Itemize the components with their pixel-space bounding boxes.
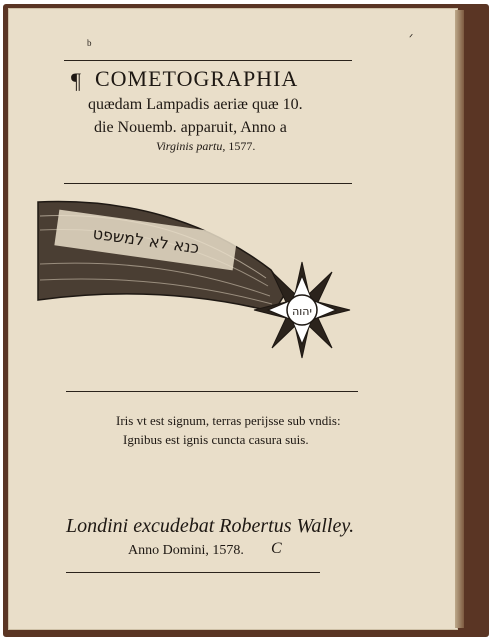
title-line-3: die Nouemb. apparuit, Anno a bbox=[94, 119, 287, 136]
handwritten-mark: C bbox=[271, 540, 282, 557]
book-title: COMETOGRAPHIA bbox=[95, 66, 299, 91]
bottom-rule bbox=[66, 572, 320, 573]
hebrew-star-text: יהוה bbox=[292, 305, 312, 318]
title-line-4 bbox=[156, 139, 255, 154]
imprint-date: Anno Domini, 1578. bbox=[128, 543, 244, 558]
pilcrow-mark: ¶ bbox=[71, 68, 81, 93]
rule-above-woodcut bbox=[64, 183, 352, 184]
corner-mark: ᐟ bbox=[409, 33, 414, 44]
comet-woodcut bbox=[36, 200, 360, 370]
rule-below-woodcut bbox=[66, 391, 358, 392]
top-rule bbox=[64, 60, 352, 61]
hebrew-tail-text: כנא לא למשפט bbox=[91, 223, 201, 258]
corner-mark: b bbox=[87, 38, 92, 48]
year-1577: 1577. bbox=[225, 139, 256, 153]
title-line-2: quædam Lampadis aeriæ quæ 10. bbox=[88, 96, 303, 113]
virginis-partu: Virginis partu, bbox=[156, 139, 226, 153]
verse-line-1: Iris vt est signum, terras perijsse sub vndis: bbox=[116, 413, 341, 428]
page-edge bbox=[455, 10, 464, 628]
verse-line-2: Ignibus est ignis cuncta casura suis. bbox=[123, 432, 309, 447]
imprint-printer: Londini excudebat Robertus Walley. bbox=[66, 515, 355, 537]
